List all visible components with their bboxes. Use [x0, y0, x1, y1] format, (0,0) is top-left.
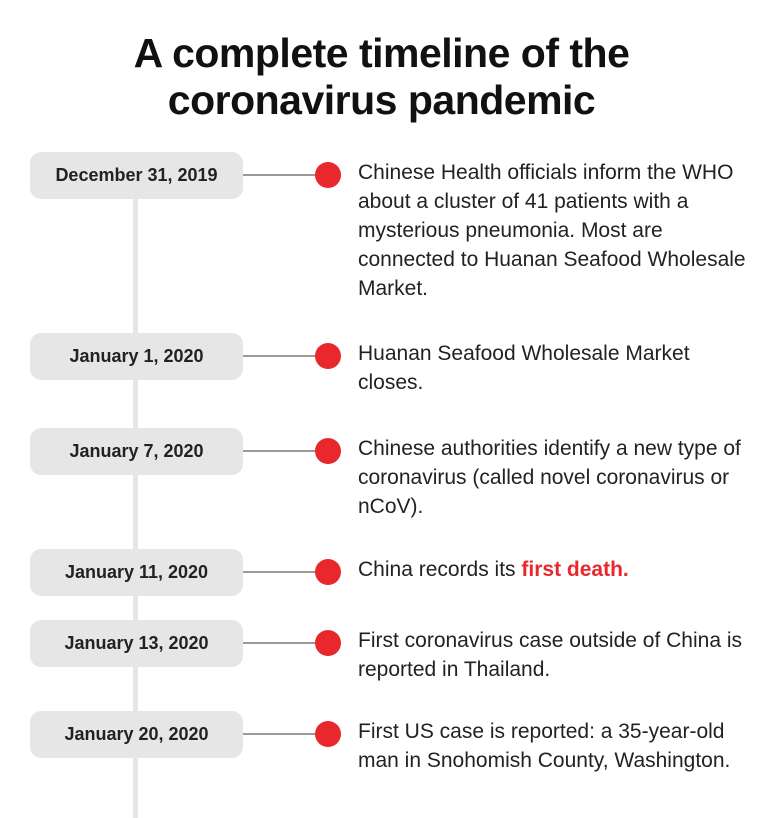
event-description: Huanan Seafood Wholesale Market closes.	[358, 342, 690, 394]
connector-line	[243, 733, 319, 735]
event-dot-icon	[315, 343, 341, 369]
event-dot-icon	[315, 630, 341, 656]
connector-line	[243, 450, 319, 452]
title-line-2: coronavirus pandemic	[167, 77, 596, 123]
event-description: First US case is reported: a 35-year-old man in Snohomish County, Washington.	[358, 720, 731, 772]
event-dot-icon	[315, 438, 341, 464]
connector-line	[243, 571, 319, 573]
event-dot-icon	[315, 559, 341, 585]
date-pill: January 7, 2020	[30, 428, 243, 475]
date-pill: January 11, 2020	[30, 549, 243, 596]
event-highlight: first death.	[521, 558, 629, 581]
connector-line	[243, 174, 319, 176]
event-description: First coronavirus case outside of China is reported in Thailand.	[358, 629, 742, 681]
title-line-1: A complete timeline of the	[133, 30, 630, 76]
date-pill: January 20, 2020	[30, 711, 243, 758]
date-pill: January 13, 2020	[30, 620, 243, 667]
date-pill: December 31, 2019	[30, 152, 243, 199]
event-description: Chinese Health officials inform the WHO about a cluster of 41 patients with a mysterious pneumonia. Most are connected to Huanan Seafood Wholesale Market.	[358, 161, 746, 300]
event-description: Chinese authorities identify a new type of coronavirus (called novel coronavirus or nCoV).	[358, 437, 741, 518]
connector-line	[243, 642, 319, 644]
event-dot-icon	[315, 162, 341, 188]
event-text: China records its	[358, 558, 522, 581]
date-pill: January 1, 2020	[30, 333, 243, 380]
connector-line	[243, 355, 319, 357]
event-description	[358, 555, 748, 584]
event-dot-icon	[315, 721, 341, 747]
page-title	[0, 30, 763, 124]
